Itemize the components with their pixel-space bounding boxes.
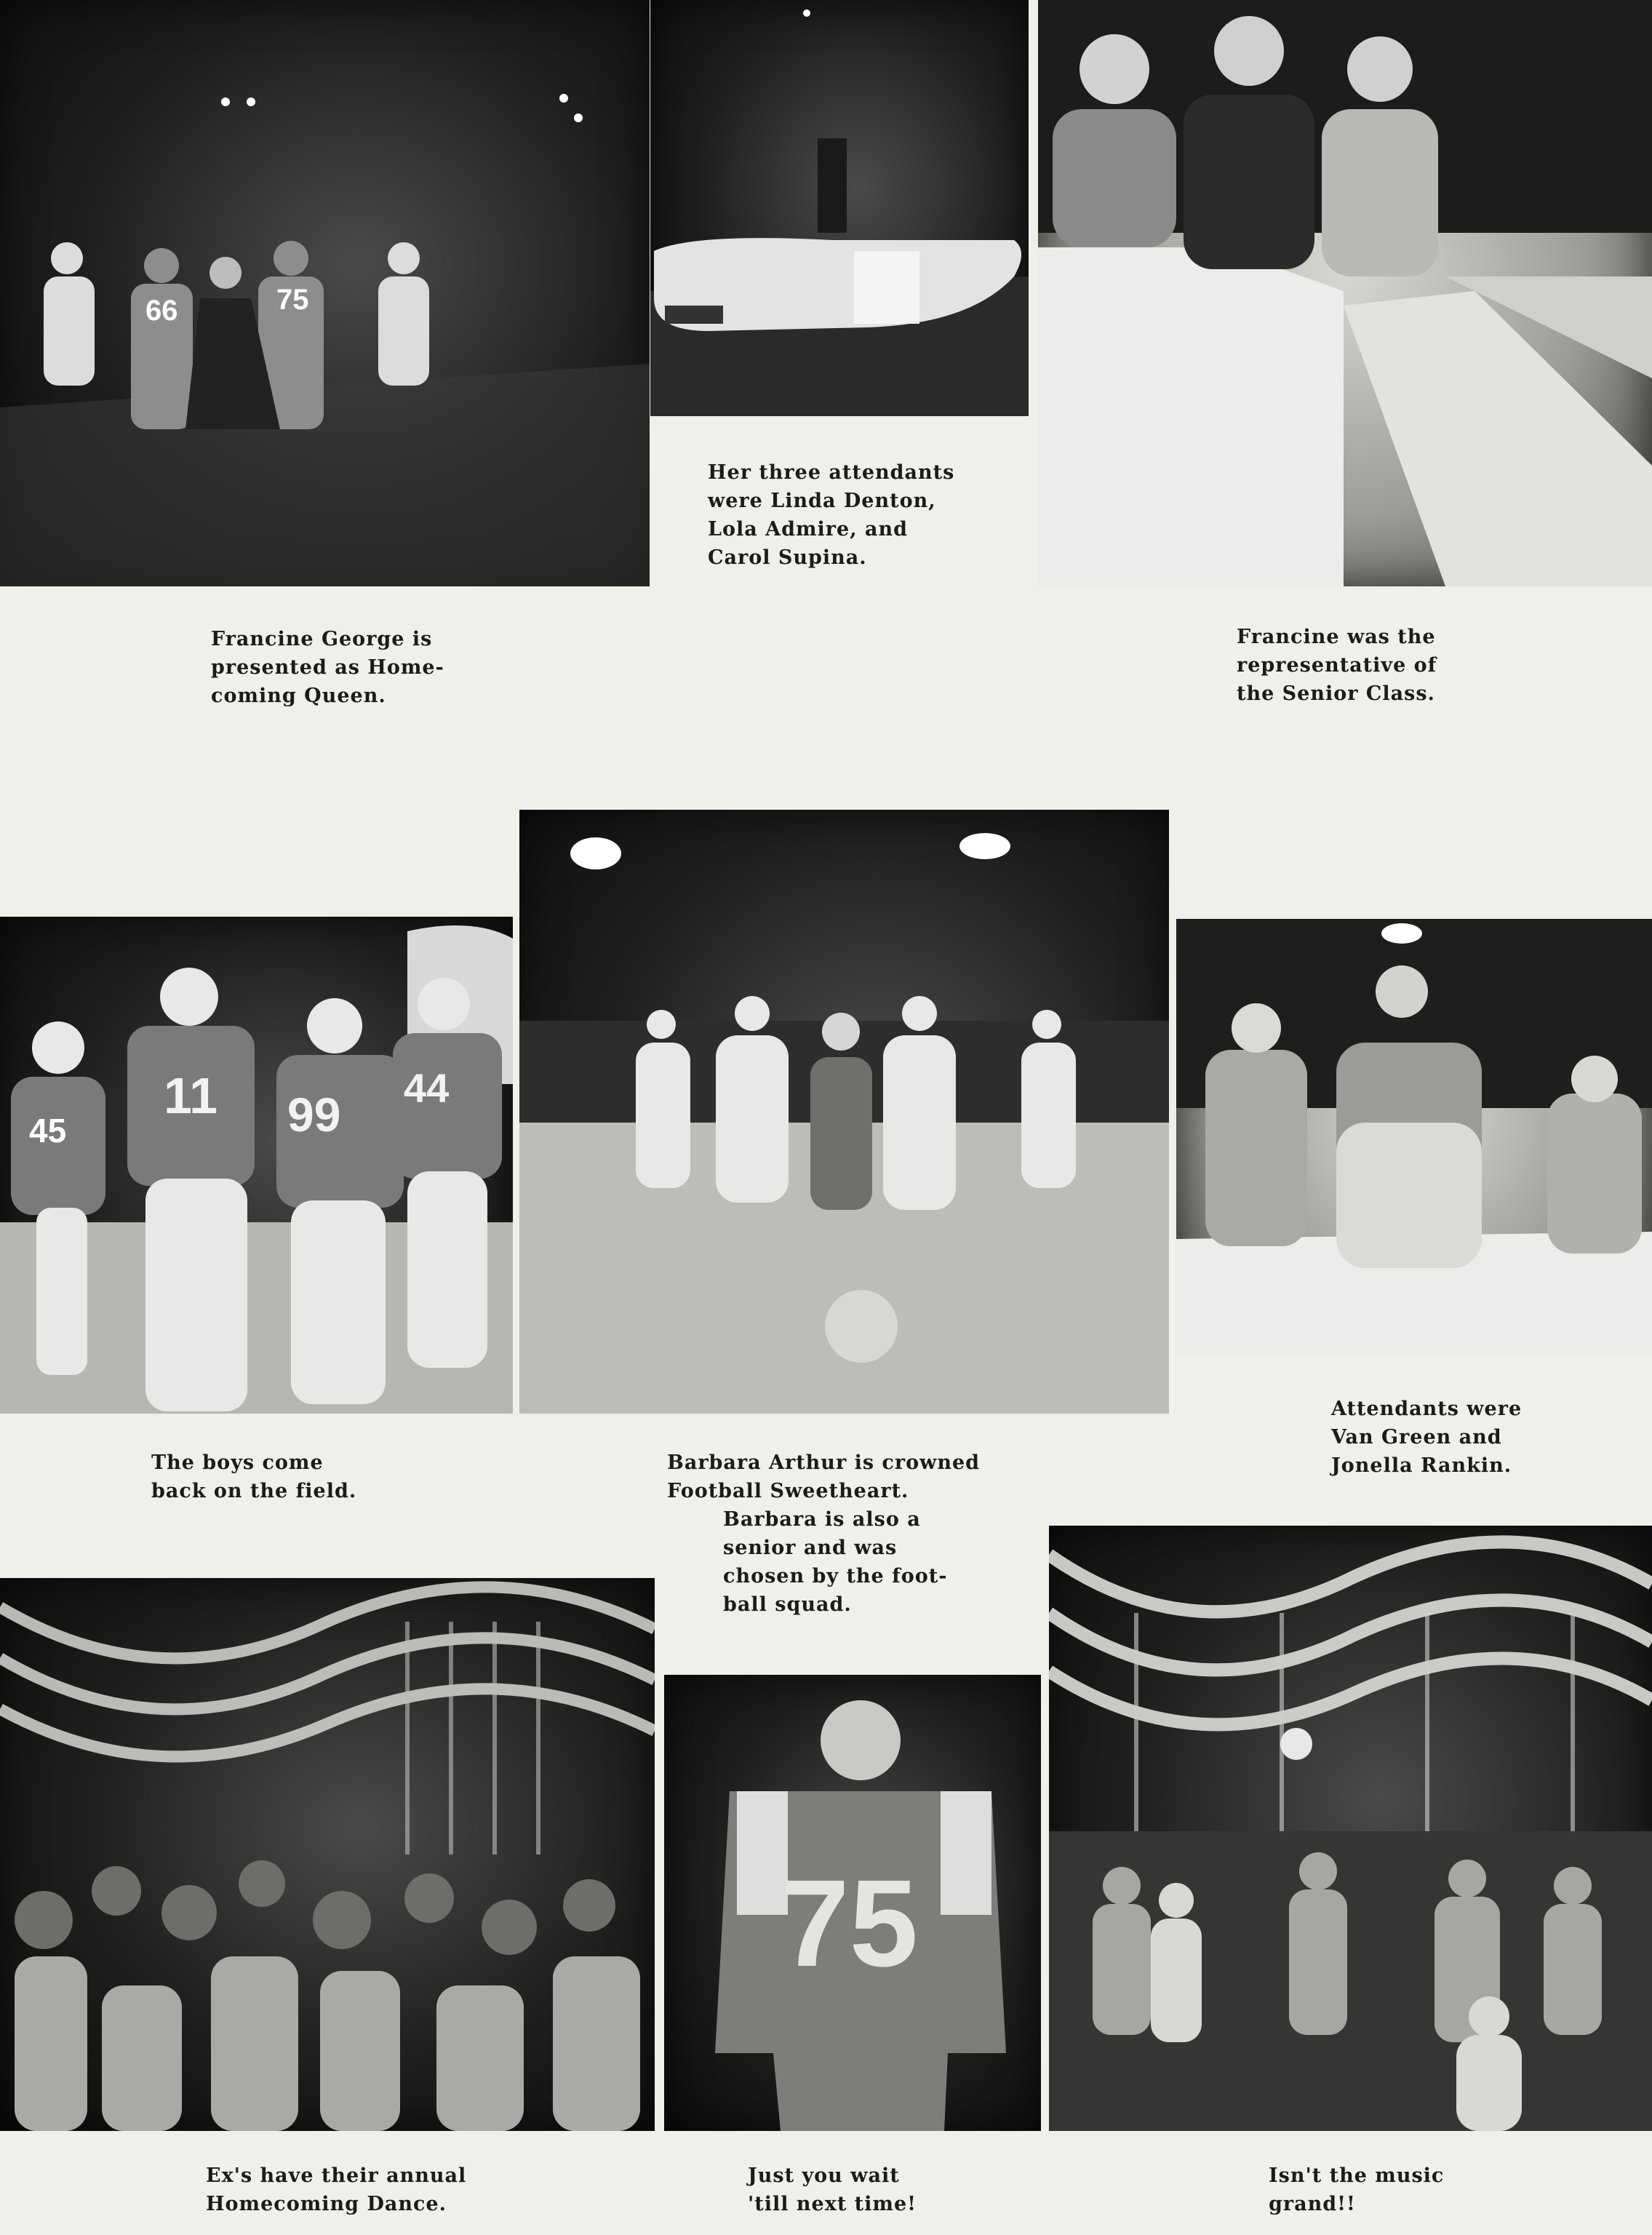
jersey-number-99: 99 bbox=[287, 1088, 341, 1142]
photo-player-75 bbox=[664, 1675, 1041, 2131]
caption-music: Isn't the music grand!! bbox=[1269, 2164, 1445, 2215]
caption-senior: Francine was the representative of the Senior Class. bbox=[1237, 626, 1437, 705]
caption-wait: Just you wait 'till next time! bbox=[748, 2164, 917, 2215]
jersey-number-66: 66 bbox=[145, 295, 178, 327]
photo-queen-walk bbox=[0, 0, 650, 586]
photo-attendants-car bbox=[1038, 0, 1652, 586]
photo-boys-return bbox=[0, 917, 513, 1414]
jersey-number-75-large: 75 bbox=[781, 1854, 919, 1993]
photo-attendants-car-art bbox=[1038, 0, 1652, 586]
photo-sweetheart-attendants bbox=[1176, 919, 1652, 1357]
photo-ex-dance-art bbox=[0, 1578, 655, 2131]
jersey-number-75: 75 bbox=[276, 284, 309, 316]
jersey-number-45: 45 bbox=[29, 1112, 67, 1150]
photo-dance-floor-art bbox=[1049, 1526, 1652, 2131]
photo-player-75-art bbox=[664, 1675, 1041, 2131]
photo-boys-return-art bbox=[0, 917, 513, 1414]
caption-sweetheart-attendants: Attendants were Van Green and Jonella Rankin. bbox=[1331, 1398, 1523, 1477]
caption-dance: Ex's have their annual Homecoming Dance. bbox=[206, 2164, 467, 2215]
photo-parade-car-art bbox=[650, 0, 1029, 416]
photo-queen-walk-art bbox=[0, 0, 650, 586]
caption-boys: The boys come back on the field. bbox=[151, 1451, 357, 1502]
caption-attendants: Her three attendants were Linda Denton, Lola Admire, and Carol Supina. bbox=[708, 461, 955, 569]
caption-sweetheart-1: Barbara Arthur is crowned Football Sweetheart. bbox=[667, 1451, 981, 1502]
photo-sweetheart-attendants-art bbox=[1176, 919, 1652, 1357]
caption-queen: Francine George is presented as Home- coming Queen. bbox=[211, 628, 444, 707]
jersey-number-11: 11 bbox=[164, 1067, 218, 1124]
photo-dance-floor bbox=[1049, 1526, 1652, 2131]
photo-parade-car bbox=[650, 0, 1029, 416]
photo-ex-dance bbox=[0, 1578, 655, 2131]
jersey-number-44: 44 bbox=[404, 1065, 450, 1111]
caption-sweetheart-2: Barbara is also a senior and was chosen by the foot- ball squad. bbox=[723, 1508, 948, 1616]
photo-sweetheart-crowning-art bbox=[519, 810, 1169, 1414]
photo-sweetheart-crowning bbox=[519, 810, 1169, 1414]
